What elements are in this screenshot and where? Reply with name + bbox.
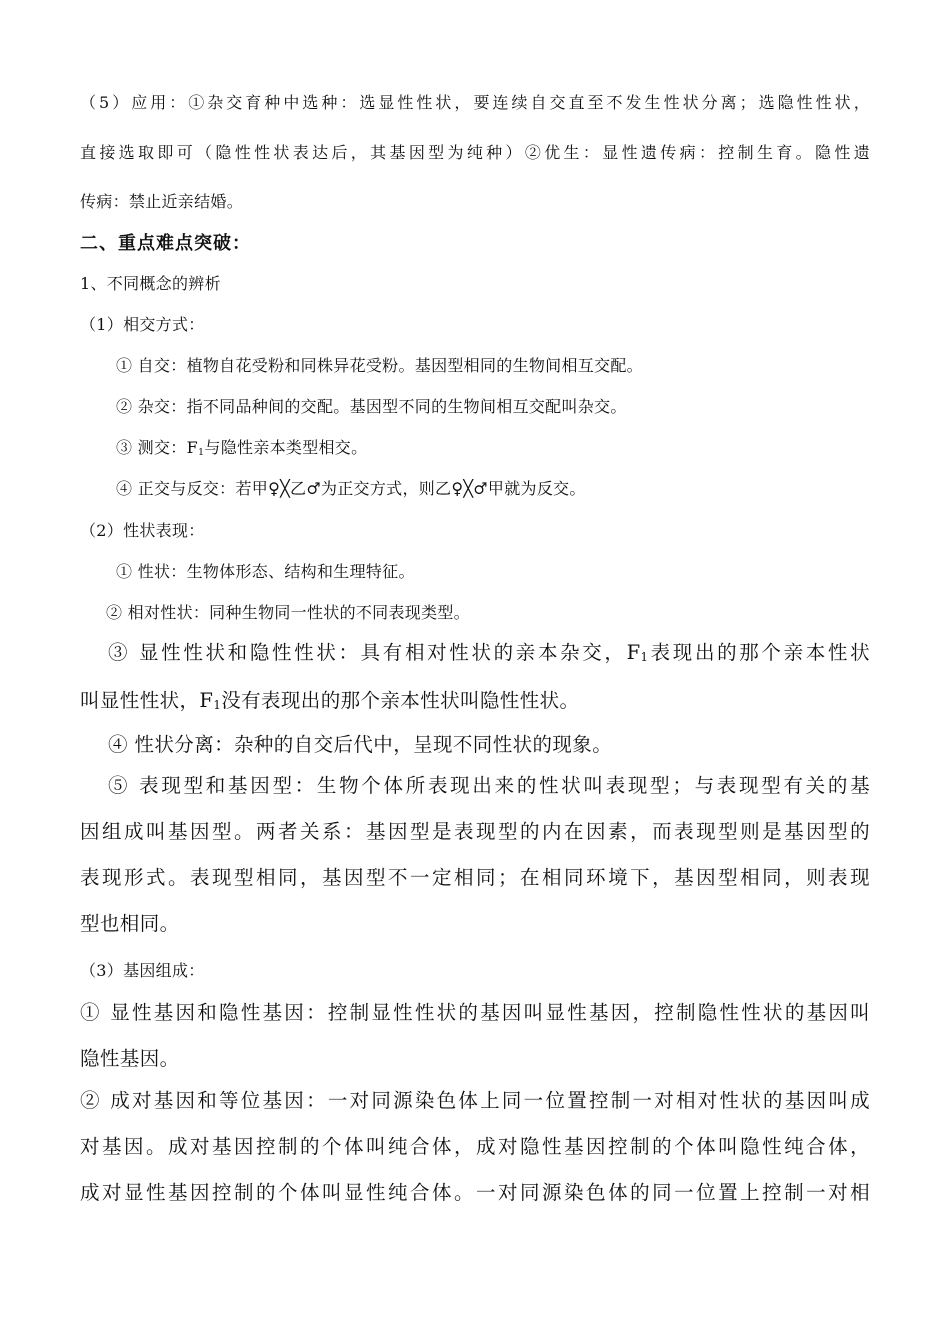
list-item: ④ 性状分离：杂种的自交后代中，呈现不同性状的现象。 bbox=[108, 733, 613, 756]
subscript: 1 bbox=[198, 447, 205, 458]
text-line: 因组成叫基因型。两者关系：基因型是表现型的内在因素，而表现型则是基因型的 bbox=[80, 820, 870, 843]
text-line: 传病：禁止近亲结婚。 bbox=[80, 192, 244, 211]
section-heading: 二、重点难点突破： bbox=[80, 233, 251, 254]
subscript: 1 bbox=[640, 650, 649, 664]
list-item: ② 成对基因和等位基因：一对同源染色体上同一位置控制一对相对性状的基因叫成 bbox=[80, 1089, 870, 1112]
text-line bbox=[80, 685, 579, 713]
text-line: 型也相同。 bbox=[80, 912, 180, 935]
text-fragment: ③ 测交：F bbox=[116, 438, 198, 457]
text-fragment: 与隐性亲本类型相交。 bbox=[204, 438, 368, 457]
text-line: 表现形式。表现型相同，基因型不一定相同；在相同环境下，基因型相同，则表现 bbox=[80, 866, 870, 889]
list-item: ① 自交：植物自花受粉和同株异花受粉。基因型相同的生物间相互交配。 bbox=[116, 356, 643, 375]
list-item: ② 杂交：指不同品种间的交配。基因型不同的生物间相互交配叫杂交。 bbox=[116, 397, 627, 416]
text-line: 直接选取即可（隐性性状表达后，其基因型为纯种）②优生：显性遗传病：控制生育。隐性遗 bbox=[80, 143, 870, 162]
list-item: ② 相对性状：同种生物同一性状的不同表现类型。 bbox=[106, 603, 470, 622]
topic-heading: （3）基因组成： bbox=[80, 961, 205, 980]
list-item: ① 显性基因和隐性基因：控制显性性状的基因叫显性基因，控制隐性性状的基因叫 bbox=[80, 1001, 870, 1024]
text-line: 对基因。成对基因控制的个体叫纯合体，成对隐性基因控制的个体叫隐性纯合体， bbox=[80, 1135, 870, 1158]
topic-heading: （2）性状表现： bbox=[80, 521, 205, 540]
text-line: 成对显性基因控制的个体叫显性纯合体。一对同源染色体的同一位置上控制一对相 bbox=[80, 1181, 870, 1204]
text-fragment: ③ 显性性状和隐性性状：具有相对性状的亲本杂交，F bbox=[108, 641, 641, 664]
list-item: ⑤ 表现型和基因型：生物个体所表现出来的性状叫表现型；与表现型有关的基 bbox=[108, 774, 870, 797]
topic-heading: （1）相交方式： bbox=[80, 315, 205, 334]
text-line: 隐性基因。 bbox=[80, 1047, 180, 1070]
subscript: 1 bbox=[213, 698, 222, 712]
subsection-title: 1、不同概念的辨析 bbox=[80, 274, 221, 293]
text-fragment: 叫显性性状，F bbox=[80, 689, 214, 712]
list-item bbox=[108, 637, 870, 665]
list-item: ④ 正交与反交：若甲♀╳乙♂为正交方式，则乙♀╳♂甲就为反交。 bbox=[116, 479, 586, 498]
text-line: （5）应用：①杂交育种中选种：选显性性状，要连续自交直至不发生性状分离；选隐性性状， bbox=[80, 93, 870, 112]
text-fragment: 没有表现出的那个亲本性状叫隐性性状。 bbox=[221, 689, 580, 712]
list-item: ① 性状：生物体形态、结构和生理特征。 bbox=[116, 562, 415, 581]
text-fragment: 表现出的那个亲本性状 bbox=[648, 641, 870, 664]
list-item bbox=[116, 435, 367, 458]
